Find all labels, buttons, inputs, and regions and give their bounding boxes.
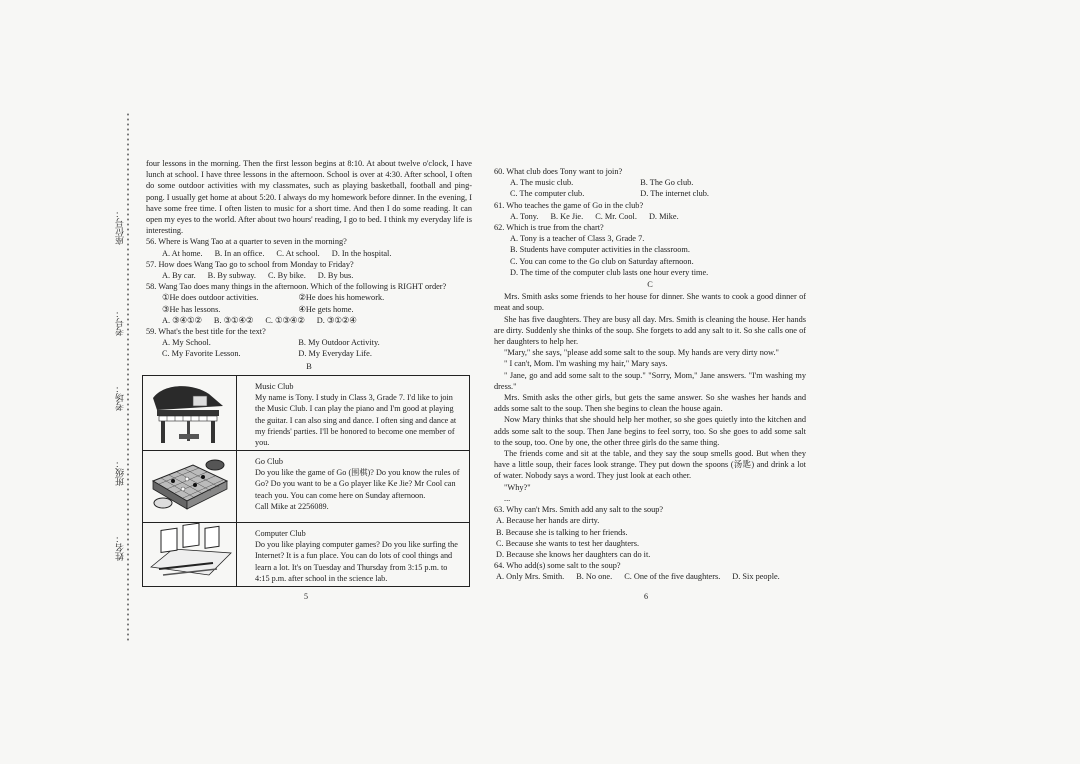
name-label: 姓名： bbox=[115, 534, 125, 561]
question-64-options bbox=[496, 571, 806, 582]
club-contact: Call Mike at 2256089. bbox=[255, 501, 329, 511]
option[interactable]: A. The music club. bbox=[510, 178, 574, 188]
question-60-options bbox=[510, 177, 806, 199]
question-57-options bbox=[162, 270, 472, 281]
option[interactable]: A. My School. bbox=[162, 338, 211, 348]
question-62: 62. Which is true from the chart? bbox=[494, 223, 604, 233]
option[interactable]: C. Because she wants to test her daughters. bbox=[496, 538, 640, 548]
question-64: 64. Who add(s) some salt to the soup? bbox=[494, 561, 621, 571]
page-number-right: 6 bbox=[644, 592, 648, 601]
option[interactable]: A. Tony. bbox=[510, 211, 539, 221]
club-description: My name is Tony. I study in Class 3, Grade 7. I'd like to join the Music Club. I can play the piano and I'm good at playing the guitar. I can also sing and dance. I often sing and dance at my friends' parties. I'll be honored to become one member of you. bbox=[255, 393, 457, 448]
option[interactable]: A. By car. bbox=[162, 271, 196, 281]
order-item: ①He does outdoor activities. bbox=[162, 293, 259, 303]
order-item: ④He gets home. bbox=[298, 304, 354, 314]
option[interactable]: A. At home. bbox=[162, 248, 203, 258]
option[interactable]: D. Six people. bbox=[732, 572, 780, 582]
question-57: 57. How does Wang Tao go to school from Monday to Friday? bbox=[146, 259, 354, 269]
option[interactable]: B. Ke Jie. bbox=[550, 211, 584, 221]
passage-c bbox=[494, 291, 806, 504]
option[interactable]: B. Because she is talking to her friends. bbox=[496, 527, 628, 537]
question-59: 59. What's the best title for the text? bbox=[146, 327, 266, 337]
seat-label: 座位号： bbox=[115, 209, 125, 245]
option[interactable]: C. By bike. bbox=[267, 271, 306, 281]
passage-paragraph: Mrs. Smith asks the other girls, but gets the same answer. So she washes her hands and adds some salt to the soup. Then she begins to clean the house again. bbox=[494, 393, 806, 414]
option[interactable]: A. Only Mrs. Smith. bbox=[496, 572, 565, 582]
option[interactable]: D. My Everyday Life. bbox=[298, 349, 372, 359]
club-row-music bbox=[143, 376, 469, 451]
passage-paragraph: Now Mary thinks that she should help her mother, so she goes quietly into the kitchen and adds some salt to the soup. Then Jane begins to feel sorry, too. So she goes to add some salt to the soup, too. One by one, the other three girls do the same thing. bbox=[494, 415, 806, 447]
room-label: 考场： bbox=[115, 384, 125, 411]
option[interactable]: A. Because her hands are dirty. bbox=[496, 516, 600, 526]
question-59-options bbox=[162, 337, 472, 359]
option[interactable]: B. The Go club. bbox=[640, 178, 694, 188]
option[interactable]: D. By bus. bbox=[317, 271, 354, 281]
question-56-options bbox=[162, 248, 472, 259]
clubs-table bbox=[142, 375, 470, 587]
option[interactable]: D. ③①②④ bbox=[316, 315, 357, 325]
option[interactable]: C. Mr. Cool. bbox=[595, 211, 637, 221]
option[interactable]: C. One of the five daughters. bbox=[624, 572, 721, 582]
club-description: Do you like playing computer games? Do you like surfing the Internet? It is a fun place. You can do lots of cool things and learn a lot. It's on Tuesday and Thursday from 3:15 p.m. to 4:15 p.m. after school in the science lab. bbox=[255, 540, 458, 583]
computer-icon bbox=[143, 523, 235, 585]
question-58: 58. Wang Tao does many things in the afternoon. Which of the following is RIGHT order? bbox=[146, 282, 447, 292]
option[interactable]: A. ③④①② bbox=[162, 315, 202, 325]
question-58-options bbox=[162, 315, 472, 326]
option[interactable]: B. Students have computer activities in the classroom. bbox=[510, 245, 690, 255]
passage-a-text: four lessons in the morning. Then the first lesson begins at 8:10. At about twelve o'clock, I have lunch at school. I have three lessons in the afternoon. School is over at 4:30. After school, I often do some outdoor activities with my classmates, such as playing basketball, football and ping-pong. I usually get home at about 5:20. I always do my homework before dinner. In the evening, I have some free time. I often listen to music for a short time. And then I do some reading. It can open my eyes to the world. After about two hours' reading, I go to bed. I think my everyday life is interesting. bbox=[146, 159, 472, 236]
passage-paragraph: ... bbox=[504, 493, 511, 503]
club-row-go bbox=[143, 451, 469, 523]
option[interactable]: D. In the hospital. bbox=[331, 248, 392, 258]
club-description: Do you like the game of Go (围棋)? Do you know the rules of Go? Do you want to be a Go player like Ke Jie? Mr Cool can teach you. You can come here on Sunday afternoon. bbox=[255, 468, 460, 500]
option[interactable]: D. Mike. bbox=[648, 211, 679, 221]
passage-paragraph: "Mary," she says, "please add some salt to the soup. My hands are very dirty now." bbox=[504, 348, 779, 358]
class-label: 班级： bbox=[115, 459, 125, 486]
left-column bbox=[146, 158, 472, 373]
option[interactable]: D. The internet club. bbox=[640, 189, 709, 199]
order-item: ②He does his homework. bbox=[298, 293, 385, 303]
option[interactable]: C. ①③④② bbox=[265, 315, 305, 325]
question-58-items bbox=[162, 292, 472, 314]
passage-paragraph: Mrs. Smith asks some friends to her house for dinner. She wants to cook a good dinner of meat and soup. bbox=[494, 292, 806, 313]
option[interactable]: B. No one. bbox=[576, 572, 613, 582]
option[interactable]: D. The time of the computer club lasts one hour every time. bbox=[510, 267, 709, 277]
option[interactable]: C. My Favorite Lesson. bbox=[162, 349, 241, 359]
page-number-left: 5 bbox=[304, 592, 308, 601]
passage-paragraph: She has five daughters. They are busy all day. Mrs. Smith is cleaning the house. Her hands are dirty. Suddenly she thinks of the soup. She forgets to add any salt to it. So she calls one of her daughters to help her. bbox=[494, 314, 806, 347]
club-title: Go Club bbox=[255, 457, 283, 466]
option[interactable]: C. The computer club. bbox=[510, 189, 585, 199]
right-column bbox=[494, 166, 806, 583]
option[interactable]: B. By subway. bbox=[207, 271, 256, 281]
option[interactable]: C. At school. bbox=[276, 248, 320, 258]
binding-margin bbox=[115, 112, 138, 642]
option[interactable]: B. In an office. bbox=[214, 248, 265, 258]
go-board-icon bbox=[143, 451, 235, 521]
passage-paragraph: " Jane, go and add some salt to the soup." "Sorry, Mom," Jane answers. "I'm washing my dress." bbox=[494, 370, 806, 391]
question-61-options bbox=[510, 211, 806, 222]
piano-icon bbox=[143, 376, 235, 449]
section-b-heading: B bbox=[306, 361, 312, 371]
question-63: 63. Why can't Mrs. Smith add any salt to the soup? bbox=[494, 505, 664, 515]
section-c-heading: C bbox=[647, 280, 653, 290]
club-row-computer bbox=[143, 523, 469, 586]
option[interactable]: B. My Outdoor Activity. bbox=[298, 338, 380, 348]
club-title: Computer Club bbox=[255, 529, 306, 538]
option[interactable]: B. ③①④② bbox=[213, 315, 254, 325]
question-60: 60. What club does Tony want to join? bbox=[494, 167, 623, 176]
passage-paragraph: "Why?" bbox=[504, 482, 531, 492]
club-title: Music Club bbox=[255, 382, 294, 391]
option[interactable]: A. Tony is a teacher of Class 3, Grade 7. bbox=[510, 234, 645, 244]
question-62-options bbox=[510, 233, 806, 278]
passage-paragraph: The friends come and sit at the table, and they say the soup smells good. But when they have a little soup, their faces look strange. They put down the spoons (汤匙) and drink a lot of water. Nobody says a word. They just look at each other. bbox=[494, 449, 806, 481]
option[interactable]: D. Because she knows her daughters can do it. bbox=[496, 549, 651, 559]
question-61: 61. Who teaches the game of Go in the club? bbox=[494, 200, 644, 210]
option[interactable]: C. You can come to the Go club on Saturday afternoon. bbox=[510, 256, 694, 266]
question-63-options bbox=[496, 515, 806, 560]
question-56: 56. Where is Wang Tao at a quarter to seven in the morning? bbox=[146, 237, 347, 247]
exam-no-label: 考号： bbox=[115, 309, 125, 336]
passage-paragraph: " I can't, Mom. I'm washing my hair," Mary says. bbox=[504, 359, 668, 369]
order-item: ③He has lessons. bbox=[162, 304, 221, 314]
